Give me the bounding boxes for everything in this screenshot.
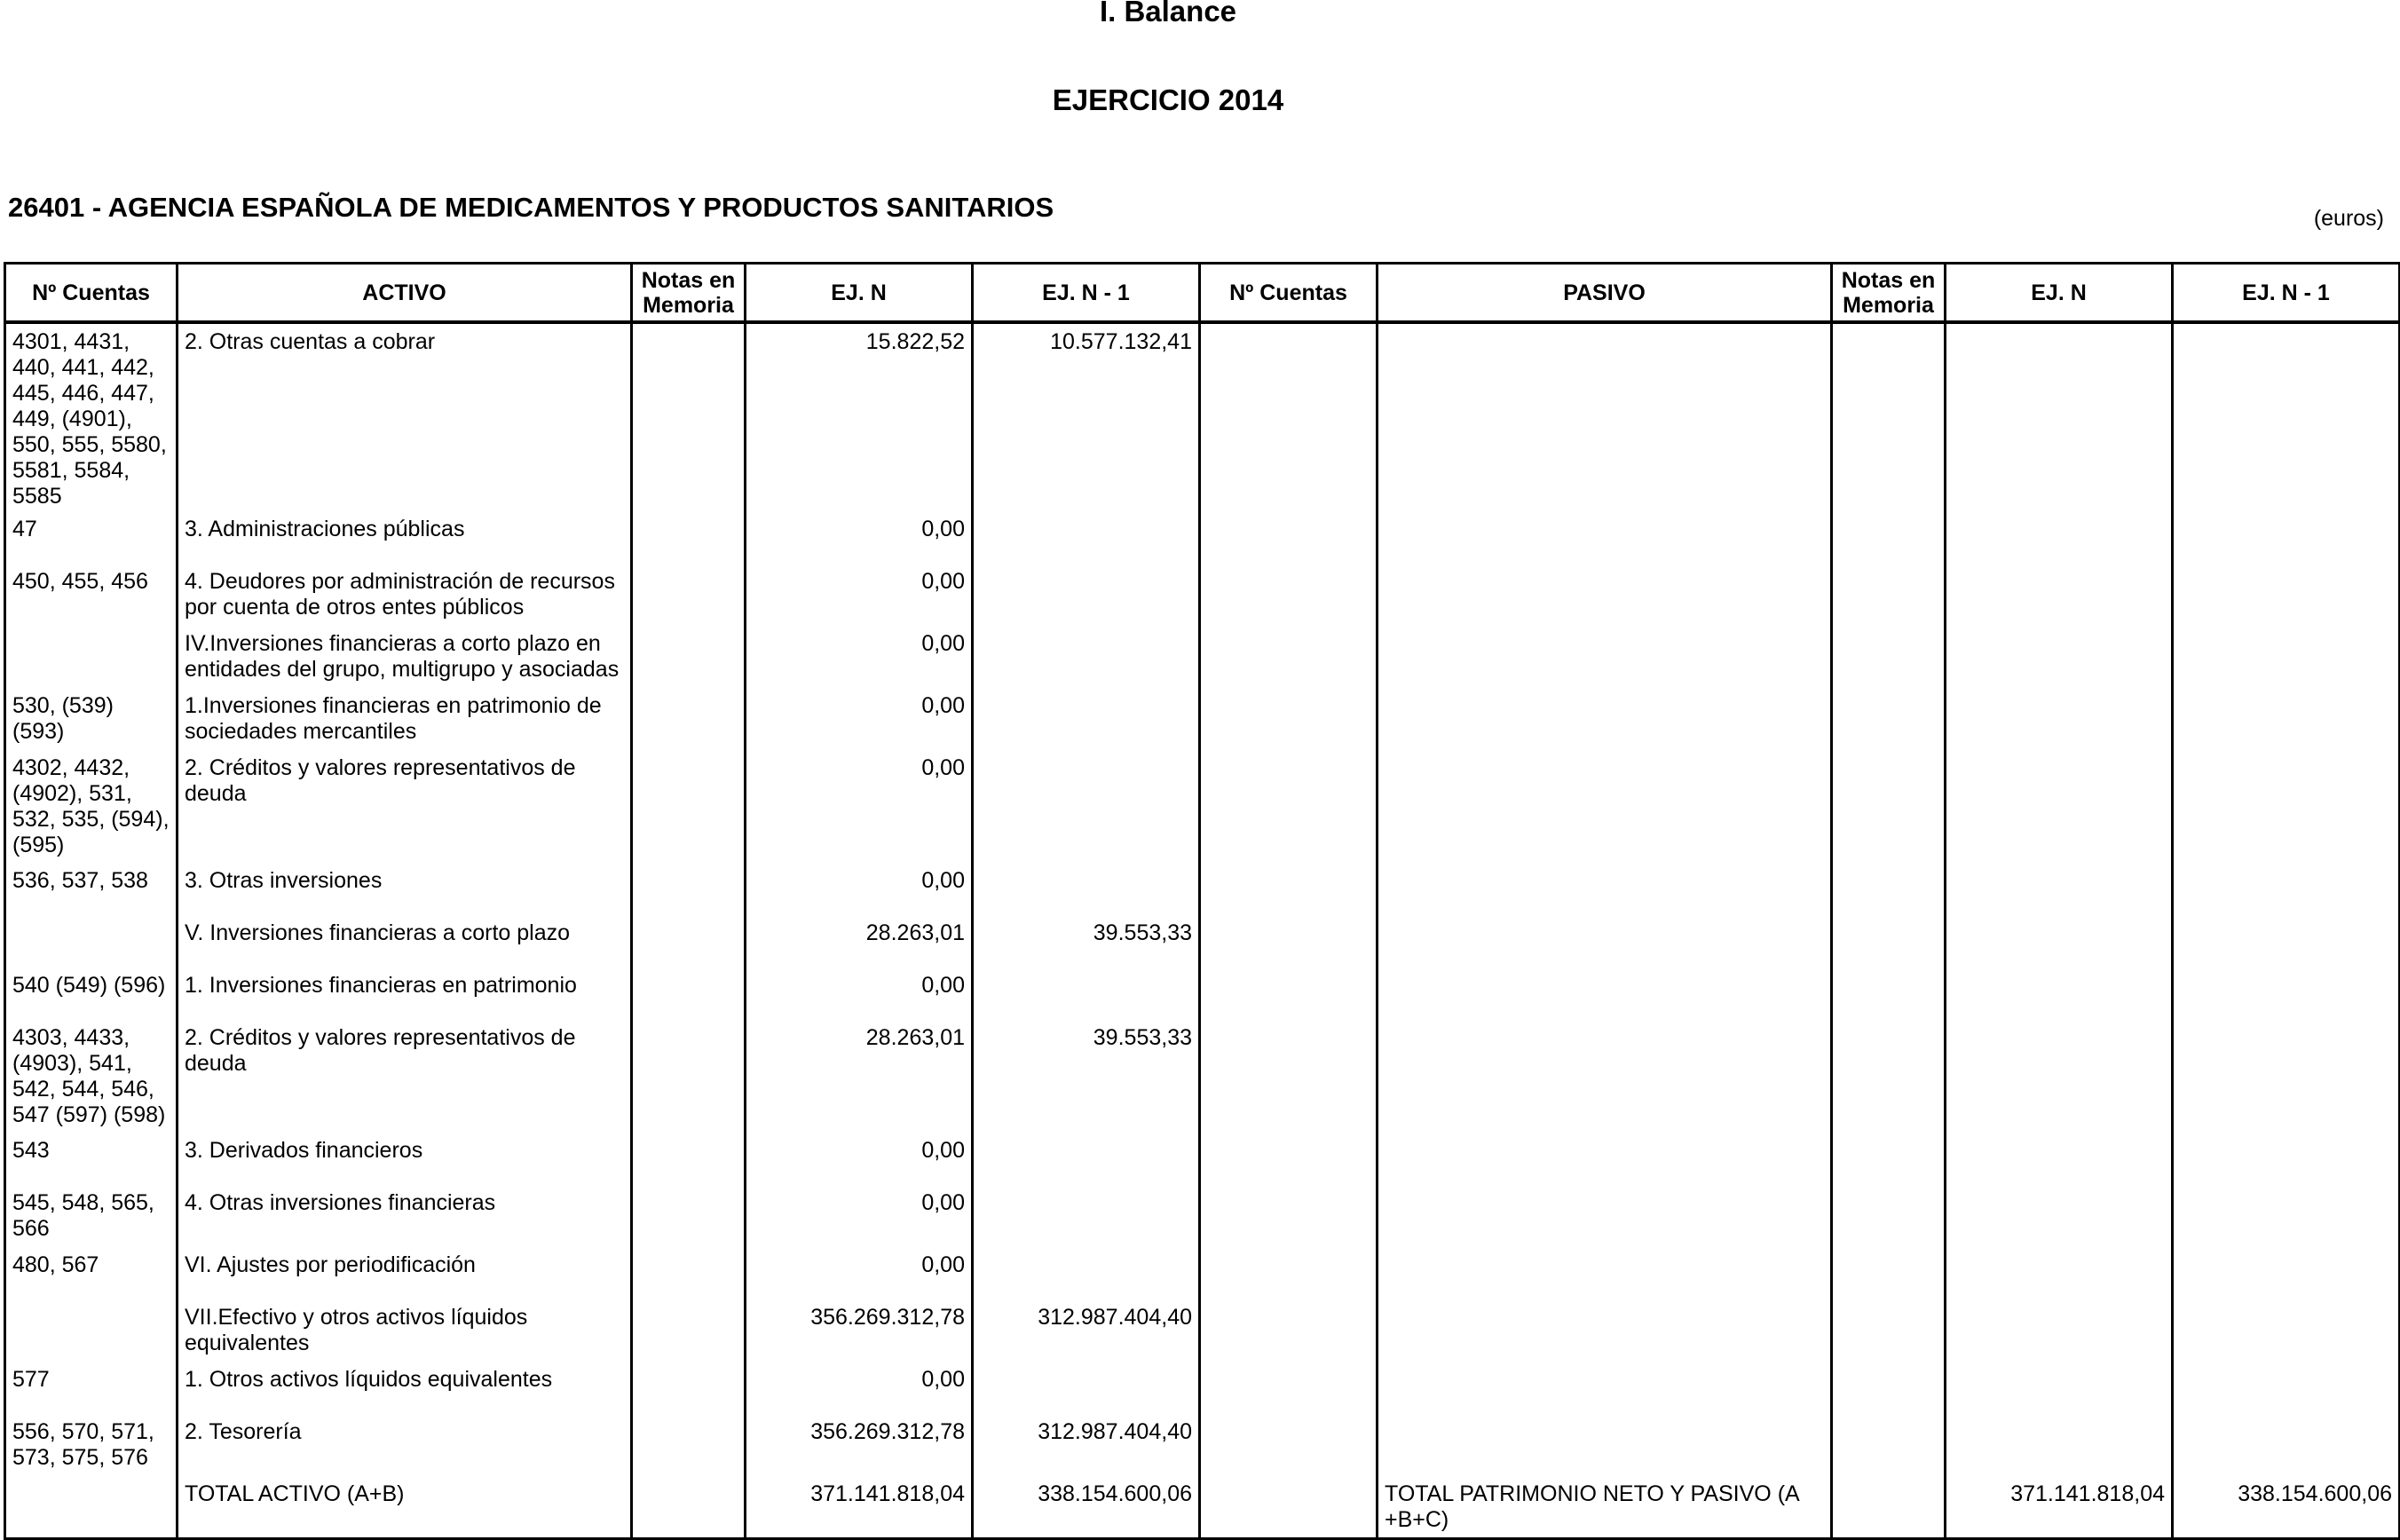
cell-ej-n-pasivo: 371.141.818,04 — [1946, 1476, 2173, 1538]
table-row — [5, 564, 2400, 626]
cell-ej-n-pasivo — [1946, 1020, 2173, 1133]
cell-ej-n-activo: 28.263,01 — [746, 1020, 973, 1133]
cell-ej-n-pasivo — [1946, 688, 2173, 750]
cell-activo-label: 3. Derivados financieros — [178, 1133, 632, 1185]
cell-ej-n-pasivo — [1946, 863, 2173, 915]
col-header-ej-n1-activo: EJ. N - 1 — [973, 264, 1200, 323]
cell-cuentas-activo: 556, 570, 571, 573, 575, 576 — [5, 1414, 178, 1476]
cell-activo-label: VI. Ajustes por periodificación — [178, 1247, 632, 1299]
cell-notas-pasivo — [1832, 1185, 1946, 1247]
cell-pasivo-label — [1378, 688, 1832, 750]
cell-activo-label: V. Inversiones financieras a corto plazo — [178, 915, 632, 967]
cell-activo-label: 2. Otras cuentas a cobrar — [178, 322, 632, 511]
entity-heading: 26401 - AGENCIA ESPAÑOLA DE MEDICAMENTOS Y PRODUCTOS SANITARIOS — [8, 192, 1054, 223]
page-title: I. Balance — [1099, 0, 1237, 28]
cell-ej-n1-activo — [973, 750, 1200, 863]
cell-pasivo-label — [1378, 564, 1832, 626]
cell-notas-activo — [632, 1133, 746, 1185]
table-row — [5, 863, 2400, 915]
table-row — [5, 688, 2400, 750]
cell-ej-n-pasivo — [1946, 564, 2173, 626]
table-row — [5, 1414, 2400, 1476]
cell-cuentas-activo: 4303, 4433, (4903), 541, 542, 544, 546, 547 (597) (598) — [5, 1020, 178, 1133]
cell-ej-n1-pasivo — [2173, 863, 2400, 915]
cell-ej-n-activo: 0,00 — [746, 863, 973, 915]
cell-activo-label: 2. Tesorería — [178, 1414, 632, 1476]
cell-cuentas-activo: 536, 537, 538 — [5, 863, 178, 915]
cell-ej-n-pasivo — [1946, 1414, 2173, 1476]
table-row — [5, 1247, 2400, 1299]
cell-notas-pasivo — [1832, 915, 1946, 967]
cell-notas-activo — [632, 967, 746, 1020]
cell-ej-n1-pasivo — [2173, 564, 2400, 626]
cell-notas-activo — [632, 564, 746, 626]
cell-notas-activo — [632, 1299, 746, 1362]
cell-activo-label: IV.Inversiones financieras a corto plazo en entidades del grupo, multigrupo y asociadas — [178, 626, 632, 688]
cell-ej-n1-activo — [973, 863, 1200, 915]
cell-pasivo-label — [1378, 863, 1832, 915]
cell-ej-n1-activo: 338.154.600,06 — [973, 1476, 1200, 1538]
cell-pasivo-label — [1378, 322, 1832, 511]
cell-ej-n1-pasivo — [2173, 1133, 2400, 1185]
cell-notas-pasivo — [1832, 1362, 1946, 1414]
table-row — [5, 322, 2400, 511]
cell-cuentas-pasivo — [1200, 564, 1378, 626]
cell-ej-n1-activo: 10.577.132,41 — [973, 322, 1200, 511]
balance-sheet-table — [4, 262, 2400, 1540]
cell-cuentas-activo: 530, (539) (593) — [5, 688, 178, 750]
cell-ej-n1-activo: 39.553,33 — [973, 915, 1200, 967]
fiscal-year-heading: EJERCICIO 2014 — [1052, 83, 1284, 116]
cell-cuentas-pasivo — [1200, 1299, 1378, 1362]
cell-cuentas-pasivo — [1200, 688, 1378, 750]
cell-cuentas-activo: 480, 567 — [5, 1247, 178, 1299]
cell-activo-label: 2. Créditos y valores representativos de deuda — [178, 750, 632, 863]
table-row — [5, 1362, 2400, 1414]
cell-activo-label: 1. Inversiones financieras en patrimonio — [178, 967, 632, 1020]
cell-ej-n1-activo: 39.553,33 — [973, 1020, 1200, 1133]
cell-activo-label: 3. Administraciones públicas — [178, 511, 632, 564]
cell-ej-n-activo: 356.269.312,78 — [746, 1414, 973, 1476]
cell-ej-n1-activo — [973, 967, 1200, 1020]
cell-activo-label: 1. Otros activos líquidos equivalentes — [178, 1362, 632, 1414]
cell-notas-activo — [632, 1414, 746, 1476]
cell-ej-n-pasivo — [1946, 511, 2173, 564]
cell-notas-pasivo — [1832, 688, 1946, 750]
col-header-pasivo: PASIVO — [1378, 264, 1832, 323]
cell-notas-activo — [632, 626, 746, 688]
cell-notas-activo — [632, 511, 746, 564]
cell-ej-n1-pasivo — [2173, 626, 2400, 688]
cell-cuentas-activo: 47 — [5, 511, 178, 564]
cell-ej-n1-activo — [973, 1133, 1200, 1185]
cell-ej-n-activo: 0,00 — [746, 626, 973, 688]
cell-notas-activo — [632, 688, 746, 750]
cell-cuentas-activo — [5, 1476, 178, 1538]
cell-ej-n1-activo — [973, 564, 1200, 626]
cell-ej-n-pasivo — [1946, 967, 2173, 1020]
cell-ej-n1-pasivo — [2173, 1247, 2400, 1299]
cell-cuentas-pasivo — [1200, 915, 1378, 967]
cell-ej-n1-pasivo — [2173, 1299, 2400, 1362]
cell-notas-activo — [632, 1476, 746, 1538]
cell-activo-label: 2. Créditos y valores representativos de deuda — [178, 1020, 632, 1133]
cell-ej-n1-pasivo — [2173, 511, 2400, 564]
cell-notas-activo — [632, 750, 746, 863]
cell-pasivo-label — [1378, 750, 1832, 863]
table-row — [5, 915, 2400, 967]
cell-ej-n-activo: 28.263,01 — [746, 915, 973, 967]
cell-cuentas-activo: 4302, 4432, (4902), 531, 532, 535, (594), (595) — [5, 750, 178, 863]
cell-pasivo-label — [1378, 1362, 1832, 1414]
cell-ej-n1-activo: 312.987.404,40 — [973, 1414, 1200, 1476]
cell-notas-activo — [632, 863, 746, 915]
cell-ej-n1-pasivo — [2173, 1414, 2400, 1476]
cell-ej-n-pasivo — [1946, 1185, 2173, 1247]
cell-ej-n-pasivo — [1946, 1299, 2173, 1362]
cell-pasivo-label — [1378, 626, 1832, 688]
col-header-ej-n1-pasivo: EJ. N - 1 — [2173, 264, 2400, 323]
cell-ej-n1-pasivo — [2173, 1362, 2400, 1414]
col-header-cuentas-activo: Nº Cuentas — [5, 264, 178, 323]
cell-cuentas-pasivo — [1200, 1185, 1378, 1247]
table-row — [5, 967, 2400, 1020]
cell-ej-n1-pasivo: 338.154.600,06 — [2173, 1476, 2400, 1538]
cell-cuentas-pasivo — [1200, 626, 1378, 688]
cell-pasivo-label — [1378, 511, 1832, 564]
cell-cuentas-activo: 545, 548, 565, 566 — [5, 1185, 178, 1247]
cell-notas-activo — [632, 1362, 746, 1414]
cell-notas-pasivo — [1832, 1133, 1946, 1185]
cell-notas-pasivo — [1832, 1247, 1946, 1299]
cell-ej-n-activo: 371.141.818,04 — [746, 1476, 973, 1538]
cell-ej-n1-pasivo — [2173, 688, 2400, 750]
cell-ej-n1-activo — [973, 688, 1200, 750]
cell-ej-n-activo: 0,00 — [746, 967, 973, 1020]
cell-notas-activo — [632, 1020, 746, 1133]
cell-ej-n-pasivo — [1946, 1247, 2173, 1299]
cell-pasivo-label: TOTAL PATRIMONIO NETO Y PASIVO (A +B+C) — [1378, 1476, 1832, 1538]
cell-notas-pasivo — [1832, 626, 1946, 688]
cell-pasivo-label — [1378, 915, 1832, 967]
cell-ej-n1-pasivo — [2173, 967, 2400, 1020]
cell-cuentas-activo: 4301, 4431, 440, 441, 442, 445, 446, 447, 449, (4901), 550, 555, 5580, 5581, 5584, 5585 — [5, 322, 178, 511]
cell-ej-n-activo: 0,00 — [746, 1247, 973, 1299]
cell-ej-n1-activo — [973, 1362, 1200, 1414]
cell-cuentas-pasivo — [1200, 511, 1378, 564]
cell-notas-pasivo — [1832, 1476, 1946, 1538]
table-row — [5, 1185, 2400, 1247]
table-row — [5, 626, 2400, 688]
cell-notas-pasivo — [1832, 1414, 1946, 1476]
cell-ej-n-pasivo — [1946, 322, 2173, 511]
cell-ej-n1-pasivo — [2173, 1185, 2400, 1247]
cell-notas-activo — [632, 1185, 746, 1247]
table-row — [5, 1020, 2400, 1133]
table-row — [5, 1476, 2400, 1538]
cell-ej-n-pasivo — [1946, 915, 2173, 967]
cell-cuentas-pasivo — [1200, 322, 1378, 511]
cell-ej-n-activo: 0,00 — [746, 750, 973, 863]
cell-ej-n1-activo — [973, 626, 1200, 688]
cell-notas-pasivo — [1832, 322, 1946, 511]
table-row — [5, 511, 2400, 564]
cell-notas-pasivo — [1832, 1020, 1946, 1133]
col-header-cuentas-pasivo: Nº Cuentas — [1200, 264, 1378, 323]
cell-cuentas-activo — [5, 1299, 178, 1362]
table-row — [5, 1299, 2400, 1362]
cell-cuentas-activo: 450, 455, 456 — [5, 564, 178, 626]
col-header-notas-pasivo: Notas en Memoria — [1832, 264, 1946, 323]
cell-activo-label: 4. Otras inversiones financieras — [178, 1185, 632, 1247]
cell-cuentas-pasivo — [1200, 1476, 1378, 1538]
cell-ej-n-activo: 15.822,52 — [746, 322, 973, 511]
cell-ej-n-activo: 356.269.312,78 — [746, 1299, 973, 1362]
cell-notas-pasivo — [1832, 511, 1946, 564]
cell-ej-n1-activo — [973, 511, 1200, 564]
cell-cuentas-activo — [5, 915, 178, 967]
cell-cuentas-activo: 540 (549) (596) — [5, 967, 178, 1020]
cell-notas-pasivo — [1832, 967, 1946, 1020]
cell-ej-n1-pasivo — [2173, 915, 2400, 967]
cell-ej-n1-pasivo — [2173, 322, 2400, 511]
cell-ej-n-pasivo — [1946, 1133, 2173, 1185]
table-body — [5, 322, 2400, 1538]
cell-notas-activo — [632, 322, 746, 511]
cell-ej-n-activo: 0,00 — [746, 511, 973, 564]
table-row — [5, 1133, 2400, 1185]
cell-notas-activo — [632, 1247, 746, 1299]
currency-unit-label: (euros) — [2313, 206, 2384, 231]
cell-cuentas-pasivo — [1200, 1414, 1378, 1476]
cell-ej-n-activo: 0,00 — [746, 564, 973, 626]
col-header-notas-activo: Notas en Memoria — [632, 264, 746, 323]
cell-pasivo-label — [1378, 1133, 1832, 1185]
cell-pasivo-label — [1378, 1020, 1832, 1133]
cell-pasivo-label — [1378, 1414, 1832, 1476]
cell-activo-label: 4. Deudores por administración de recursos por cuenta de otros entes públicos — [178, 564, 632, 626]
cell-notas-pasivo — [1832, 750, 1946, 863]
cell-ej-n-pasivo — [1946, 750, 2173, 863]
cell-pasivo-label — [1378, 967, 1832, 1020]
cell-notas-pasivo — [1832, 564, 1946, 626]
col-header-activo: ACTIVO — [178, 264, 632, 323]
table-row — [5, 750, 2400, 863]
cell-cuentas-pasivo — [1200, 967, 1378, 1020]
cell-cuentas-activo: 577 — [5, 1362, 178, 1414]
cell-ej-n1-activo — [973, 1247, 1200, 1299]
cell-notas-activo — [632, 915, 746, 967]
cell-notas-pasivo — [1832, 1299, 1946, 1362]
cell-ej-n-activo: 0,00 — [746, 688, 973, 750]
cell-ej-n-pasivo — [1946, 1362, 2173, 1414]
cell-ej-n1-activo — [973, 1185, 1200, 1247]
cell-ej-n-activo: 0,00 — [746, 1362, 973, 1414]
cell-cuentas-activo: 543 — [5, 1133, 178, 1185]
cell-cuentas-pasivo — [1200, 750, 1378, 863]
cell-ej-n-pasivo — [1946, 626, 2173, 688]
cell-activo-label: 3. Otras inversiones — [178, 863, 632, 915]
cell-activo-label: VII.Efectivo y otros activos líquidos equivalentes — [178, 1299, 632, 1362]
col-header-ej-n-activo: EJ. N — [746, 264, 973, 323]
cell-ej-n-activo: 0,00 — [746, 1133, 973, 1185]
cell-pasivo-label — [1378, 1185, 1832, 1247]
cell-cuentas-activo — [5, 626, 178, 688]
cell-ej-n1-pasivo — [2173, 1020, 2400, 1133]
cell-ej-n-activo: 0,00 — [746, 1185, 973, 1247]
cell-activo-label: TOTAL ACTIVO (A+B) — [178, 1476, 632, 1538]
cell-cuentas-pasivo — [1200, 1133, 1378, 1185]
cell-ej-n1-pasivo — [2173, 750, 2400, 863]
table-header-row — [5, 264, 2400, 323]
col-header-ej-n-pasivo: EJ. N — [1946, 264, 2173, 323]
cell-cuentas-pasivo — [1200, 1247, 1378, 1299]
cell-notas-pasivo — [1832, 863, 1946, 915]
cell-cuentas-pasivo — [1200, 1020, 1378, 1133]
cell-cuentas-pasivo — [1200, 1362, 1378, 1414]
cell-pasivo-label — [1378, 1247, 1832, 1299]
cell-cuentas-pasivo — [1200, 863, 1378, 915]
cell-ej-n1-activo: 312.987.404,40 — [973, 1299, 1200, 1362]
cell-activo-label: 1.Inversiones financieras en patrimonio de sociedades mercantiles — [178, 688, 632, 750]
cell-pasivo-label — [1378, 1299, 1832, 1362]
